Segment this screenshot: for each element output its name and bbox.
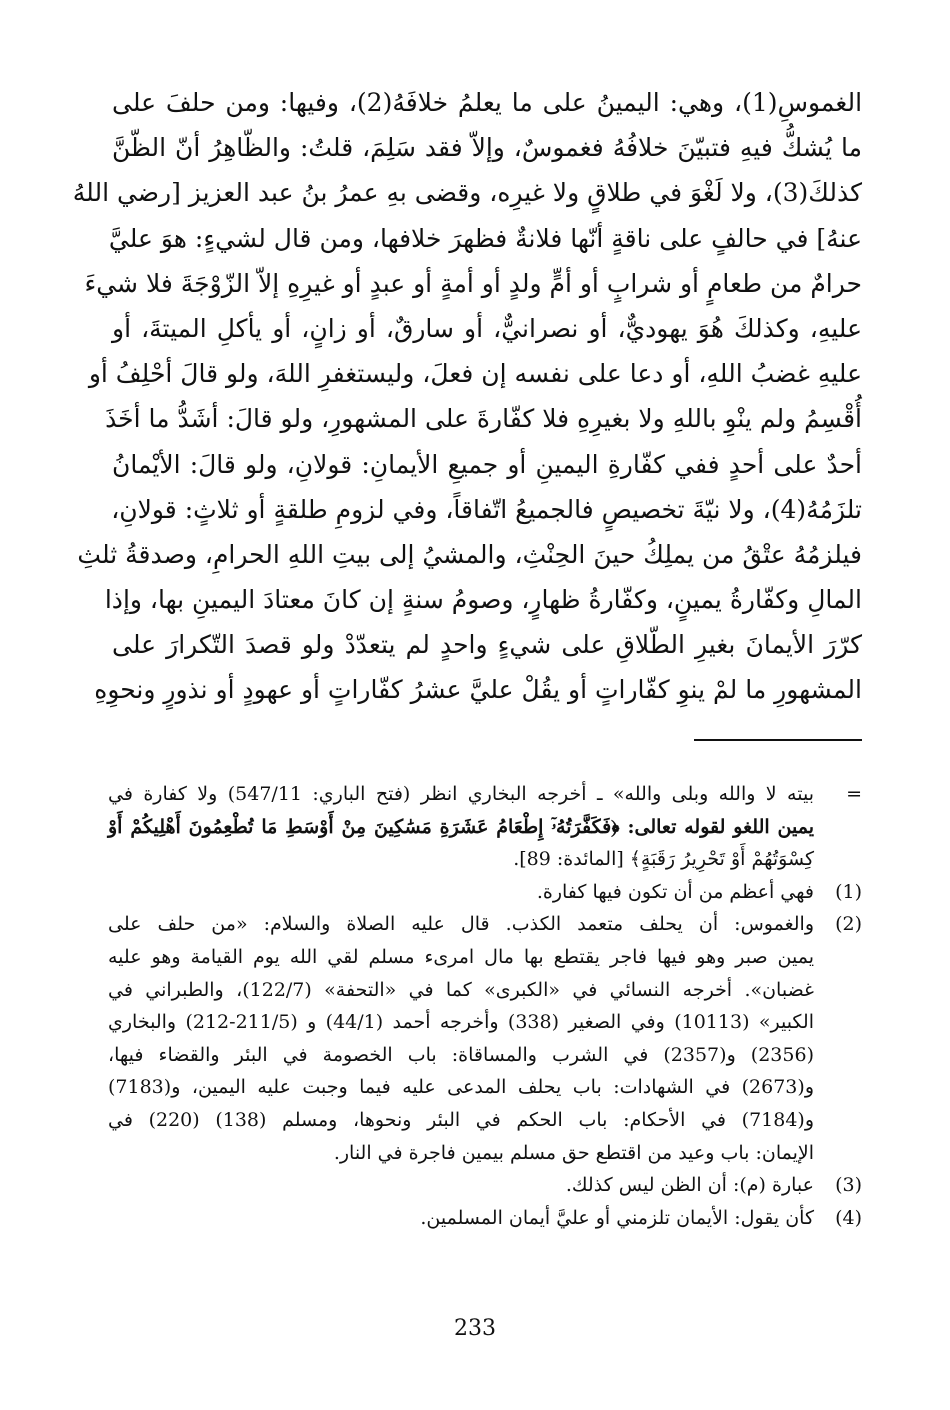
footnote-line: الكبير» (10113) وفي الصغير (338) وأخرجه أحمد (44/1) و (211/5-212) والبخاري [108,1011,814,1034]
footnote-4 [108,1202,862,1235]
main-text-line: عليهِ، وكذلكَ هُوَ يهوديٌّ، أو نصرانيٌّ، أو سارقٌ، أو زانٍ، أو يأكلِ الميتةَ، أو [112,313,862,343]
footnote-line: عبارة (م): أن الظن ليس كذلك. [565,1174,814,1197]
footnote-text [108,1169,814,1202]
footnote-text [108,1202,814,1235]
footnote-line: و(2673) في الشهادات: باب يحلف المدعى عليه فيما وجبت عليه اليمين، و(7183) [108,1076,814,1099]
footnote-number: (4) [835,1206,862,1229]
main-text-line: أحدٌ على أحدٍ ففي كفّارةِ اليمينِ أو جميعِ الأيمانِ: قولانِ، ولو قالَ: الأيْمانُ [112,449,862,479]
main-text-line: المالِ وكفّارةُ يمينٍ، وكفّارةُ ظهارٍ، وصومُ سنةٍ إن كانَ معتادَ اليمينِ بها، وإذا [104,585,862,615]
main-text-line: الغموسِ(1)، وهي: اليمينُ على ما يعلمُ خلافَهُ(2)، وفيها: ومن حلفَ على [112,88,863,117]
footnote-number: (2) [835,913,862,936]
footnote-2 [108,908,862,1169]
footnote-3 [108,1169,862,1202]
footnote-line: كِسْوَتُهُمْ أَوْ تَحْرِيرُ رَقَبَةٍ﴾ [المائدة: 89]. [513,848,814,871]
footnote-line: يمين اللغو لقوله تعالى: ﴿فَكَفَّرَتُهُۥٓ إِطْعَامُ عَشَرَةِ مَسَٰكِينَ مِنْ أَوْسَطِ مَا تُطْعِمُونَ أَهْلِيكُمْ أَوْ [108,815,814,838]
footnote-text [108,876,814,909]
footnote-line: (2356) و(2357) في الشرب والمساقاة: باب الخصومة في البئر والقضاء فيها، [108,1043,814,1066]
page-number: 233 [454,1316,496,1341]
footnote-text [108,778,814,876]
main-text-line: ما يُشكُّ فيهِ فتبيّنَ خلافُهُ فغموسٌ، وإلاّ فقد سَلِمَ، قلتُ: والظّاهِرُ أنّ الظّنَّ [112,133,862,163]
main-text [72,80,863,713]
footnote-number: (3) [835,1174,862,1197]
continuation-marker: = [846,783,862,805]
footnotes [108,778,862,1234]
footnote-1 [108,876,862,909]
main-text-line: كذلكَ(3)، ولا لَغْوَ في طلاقٍ ولا غيرِه، وقضى بهِ عمرُ بنُ عبد العزيز [رضي اللهُ [72,178,862,208]
footnote-separator [694,739,862,741]
footnote-line: و(7184) في الأحكام: باب الحكم في البئر ونحوها، ومسلم (138) (220) في [108,1108,815,1131]
main-text-line: حرامٌ من طعامٍ أو شرابٍ أو أمٍّ ولدٍ أو أمةٍ أو عبدٍ أو غيرِهِ إلاّ الزّوْجَةَ فلا شيءَ [84,268,862,298]
main-text-line: تلزَمُهُ(4)، ولا نيّةَ تخصيصٍ فالجميعُ اتّفاقاً، وفي لزومِ طلقةٍ أو ثلاثٍ: قولانِ، [111,494,862,524]
main-text-line: عنهُ] في حالفٍ على ناقةٍ أنّها فلانةٌ فظهرَ خلافها، ومن قال لشيءٍ: هوَ عليَّ [108,223,862,253]
footnote-line: غضبان». أخرجه النسائي في «الكبرى» كما في «التحفة» (122/7)، والطبراني في [108,978,814,1001]
main-text-line: كرّرَ الأيمانَ بغيرِ الطّلاقِ على شيءٍ واحدٍ لم يتعدّدْ ولو قصدَ التّكرارَ على [112,630,862,660]
footnote-text [108,908,814,1169]
footnote-line: يمين صبر وهو فيها فاجر يقتطع بها مال امرىء مسلم لقي الله يوم القيامة وهو عليه [108,945,814,968]
main-text-line: المشهورِ ما لمْ ينوِ كفّاراتٍ أو يقُلْ عليَّ عشرُ كفّاراتٍ أو عهودٍ أو نذورٍ ونحوِهِ [94,675,862,705]
footnote-line: الإيمان: باب وعيد من اقتطع حق مسلم بيمين فاجرة في النار. [333,1141,814,1164]
footnote-line: والغموس: أن يحلف متعمد الكذب. قال عليه الصلاة والسلام: «من حلف على [108,913,814,936]
footnote-number: (1) [835,880,862,903]
main-text-line: أُقْسِمُ ولم ينْوِ باللهِ ولا بغيرِهِ فلا كفّارةَ على المشهورِ، ولو قالَ: أشَدُّ ما أخَذَ [105,404,862,434]
footnote-line: بيته لا والله وبلى والله» ـ أخرجه البخاري انظر (فتح الباري: 547/11) ولا كفارة في [108,783,814,805]
footnote-continuation [108,778,862,876]
footnote-line: فهي أعظم من أن تكون فيها كفارة. [536,880,814,903]
footnote-line: كأن يقول: الأيمان تلزمني أو عليَّ أيمان المسلمين. [420,1206,814,1229]
main-text-line: عليهِ غضبُ اللهِ، أو دعا على نفسه إن فعلَ، وليستغفرِ اللهَ، ولو قالَ أحْلِفُ أو [88,359,862,389]
main-text-line: فيلزمُهُ عتْقُ من يملِكُ حينَ الحِنْثِ، والمشيُ إلى بيتِ اللهِ الحرامِ، وصدقةُ ثلثِ [77,539,862,569]
